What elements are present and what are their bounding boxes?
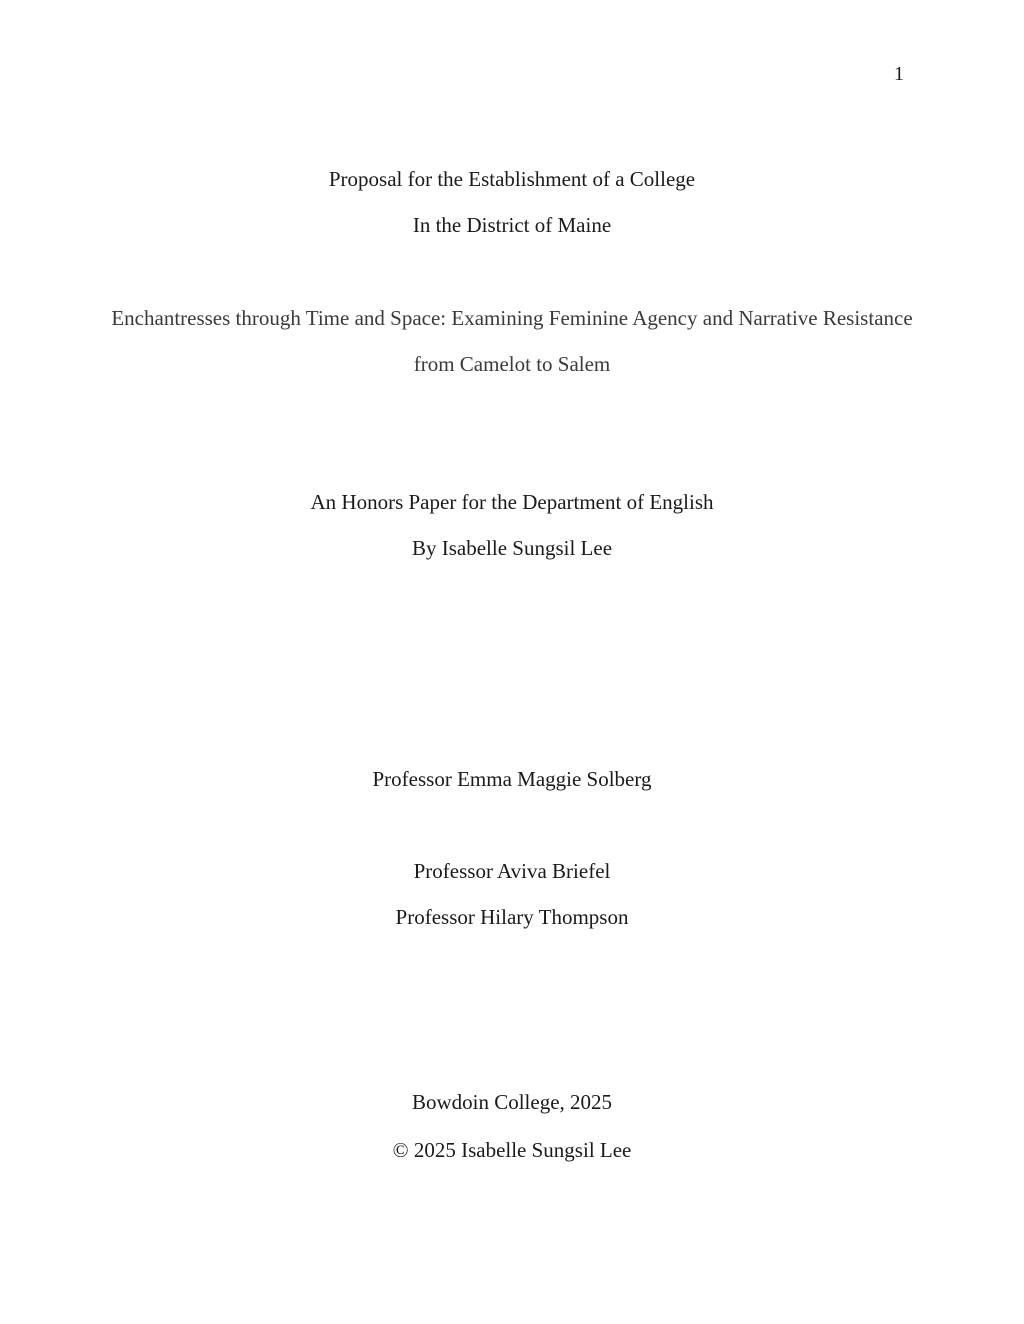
author-line: By Isabelle Sungsil Lee	[411, 536, 613, 560]
institution-year: Bowdoin College, 2025	[411, 1090, 613, 1114]
page-number: 1	[894, 63, 904, 85]
district-heading: In the District of Maine	[412, 213, 612, 237]
reader-name: Professor Hilary Thompson	[395, 905, 629, 929]
proposal-heading: Proposal for the Establishment of a College	[328, 167, 696, 191]
paper-title-line-2: from Camelot to Salem	[413, 352, 611, 376]
advisor-name: Professor Emma Maggie Solberg	[372, 767, 652, 791]
paper-title-line-1: Enchantresses through Time and Space: Examining Feminine Agency and Narrative Resistance	[111, 306, 913, 330]
reader-name: Professor Aviva Briefel	[413, 859, 611, 883]
copyright-notice: © 2025 Isabelle Sungsil Lee	[392, 1138, 632, 1162]
submission-description: An Honors Paper for the Department of English	[310, 490, 714, 514]
